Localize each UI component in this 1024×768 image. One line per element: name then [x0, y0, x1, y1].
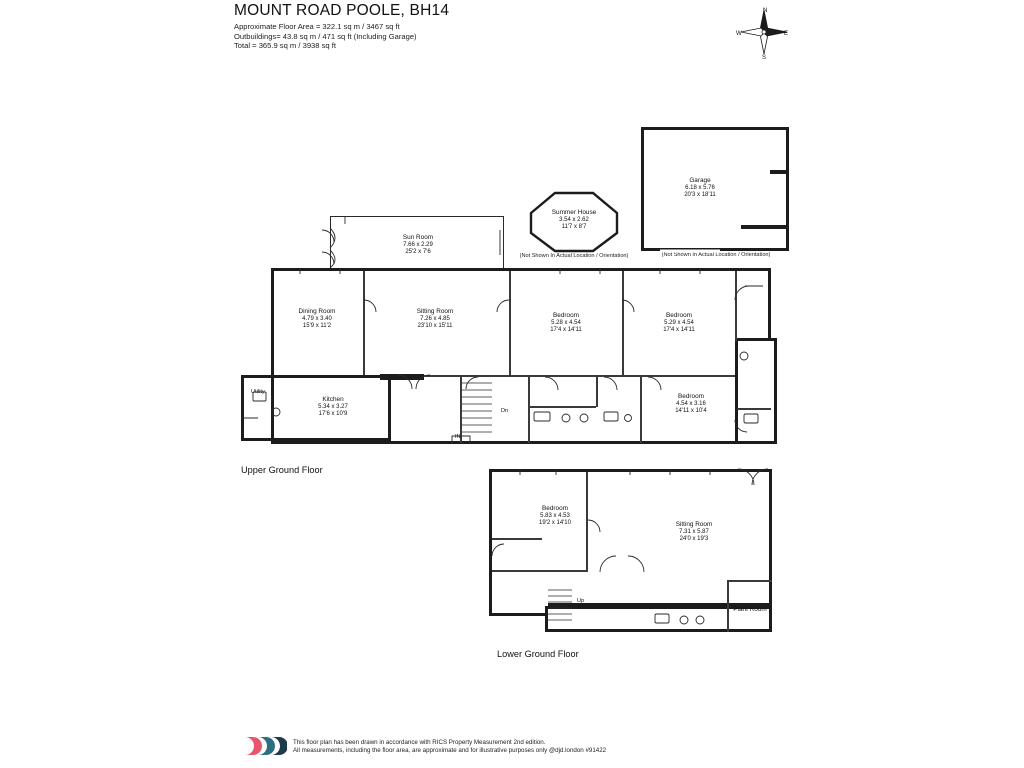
- wall-bedroom1-bedroom2: [622, 271, 624, 375]
- summer-house-imperial: 11'7 x 8'7: [561, 224, 587, 231]
- sun-room-imperial: 25'2 x 7'6: [405, 249, 431, 256]
- footer-line-1: This floor plan has been drawn in accordance with RICS Property Measurement 2nd edition.: [293, 739, 546, 746]
- room-label-kitchen: [285, 396, 381, 419]
- svg-text:S: S: [762, 55, 767, 60]
- sun-room-name: Sun Room: [402, 234, 434, 241]
- bedroom3-name: Bedroom: [678, 393, 704, 400]
- marker-up: Up: [577, 598, 585, 604]
- compass-rose: [733, 4, 795, 60]
- room-label-sun-room: [363, 234, 473, 257]
- brand-logo: [243, 735, 285, 757]
- room-label-sitting-room-lower: [640, 521, 748, 544]
- room-label-bedroom-3: [643, 393, 739, 416]
- wall-hall-vertical-1: [528, 377, 530, 443]
- wall-hall-vertical-3: [640, 377, 642, 443]
- utility-divider: [271, 375, 274, 441]
- sitting-room-name: Sitting Room: [416, 308, 454, 315]
- bedroom2-imperial: 17'4 x 14'11: [663, 327, 695, 334]
- svg-text:W: W: [736, 31, 742, 37]
- bedroom2-name: Bedroom: [666, 312, 692, 319]
- garage-wall-notch: [741, 225, 789, 229]
- upper-floor-caption: Upper Ground Floor: [241, 465, 323, 475]
- room-label-plant-room: [729, 606, 771, 614]
- garage-imperial: 20'3 x 18'11: [684, 192, 716, 199]
- sitting-room2-name: Sitting Room: [675, 521, 713, 528]
- wall-bedroom2-right: [735, 271, 737, 341]
- bedroom1-name: Bedroom: [553, 312, 579, 319]
- footer-disclaimer: [293, 739, 753, 756]
- sun-room-metric: 7.66 x 2.29: [403, 241, 433, 248]
- sitting-room-imperial: 23'10 x 15'11: [417, 323, 453, 330]
- wall-plant-room-top: [727, 580, 772, 582]
- room-label-garage: [645, 177, 755, 200]
- dining-room-name: Dining Room: [298, 308, 336, 315]
- wall-bath-divider: [530, 406, 596, 408]
- sitting-room-metric: 7.26 x 4.85: [420, 315, 450, 322]
- sitting-room2-metric: 7.31 x 5.87: [679, 528, 709, 535]
- kitchen-metric: 5.34 x 3.27: [318, 403, 348, 410]
- wall-sitting-top-break: [380, 374, 424, 380]
- marker-dn: Dn: [501, 408, 509, 414]
- dining-room-imperial: 15'9 x 11'2: [302, 323, 332, 330]
- svg-text:E: E: [784, 31, 789, 37]
- summer-house-note-text: (Not Shown In Actual Location / Orientation): [519, 253, 629, 259]
- area-line-1: Approximate Floor Area = 322.1 sq m / 3467 sq ft: [234, 22, 400, 31]
- lower-floor-caption: Lower Ground Floor: [497, 649, 579, 659]
- room-label-bedroom-4: [505, 505, 605, 528]
- room-label-bedroom-1: [512, 312, 620, 335]
- summer-house-name: Summer House: [551, 209, 597, 216]
- wall-lower-internal-left: [492, 538, 542, 540]
- wall-hall-vertical-2: [596, 377, 598, 407]
- room-label-dining-room: [272, 308, 362, 331]
- garage-location-note: [631, 252, 801, 259]
- garage-note-text: (Not Shown In Actual Location / Orientation): [661, 252, 771, 258]
- summer-house-metric: 3.54 x 2.62: [559, 216, 589, 223]
- garage-metric: 6.18 x 5.76: [685, 184, 715, 191]
- plant-room-name-line1: Plant Room: [733, 606, 767, 613]
- area-line-3: Total = 365.9 sq m / 3938 sq ft: [234, 41, 336, 51]
- footer-line-2: All measurements, including the floor area, are approximate and for illustrative purposes only @djd.london #91422: [293, 747, 607, 755]
- kitchen-top-wall: [274, 375, 391, 378]
- wall-hall-horizontal: [391, 375, 735, 377]
- room-label-utility: Utility: [251, 389, 265, 395]
- wall-sitting-bedroom1: [509, 271, 511, 375]
- summer-house-location-note: [519, 253, 629, 260]
- room-label-summer-house: [534, 209, 614, 232]
- bedroom4-metric: 5.83 x 4.53: [540, 512, 570, 519]
- garage-name: Garage: [689, 177, 711, 184]
- header-block: [234, 2, 714, 51]
- bedroom3-metric: 4.54 x 3.16: [676, 400, 706, 407]
- svg-text:N: N: [763, 8, 768, 14]
- bedroom2-metric: 5.29 x 4.54: [664, 319, 694, 326]
- wall-right-internal: [737, 408, 771, 410]
- wall-dining-sitting: [363, 271, 365, 375]
- bedroom4-imperial: 19'2 x 14'10: [539, 520, 571, 527]
- garage-wall-right-notch: [770, 170, 789, 174]
- room-label-bedroom-2: [625, 312, 733, 335]
- page-title: MOUNT ROAD POOLE, BH14: [234, 2, 450, 19]
- room-label-sitting-room: [375, 308, 495, 331]
- bedroom3-imperial: 14'11 x 10'4: [675, 408, 707, 415]
- kitchen-name: Kitchen: [322, 396, 344, 403]
- area-line-2: Outbuildings= 43.8 sq m / 471 sq ft (Including Garage): [234, 31, 417, 41]
- bedroom1-metric: 5.28 x 4.54: [551, 319, 581, 326]
- wall-lower-bed-bottom: [492, 570, 588, 572]
- upper-right-extension: [735, 338, 777, 444]
- kitchen-imperial: 17'6 x 10'9: [318, 411, 348, 418]
- dining-room-metric: 4.79 x 3.40: [302, 315, 332, 322]
- bedroom4-name: Bedroom: [542, 505, 568, 512]
- marker-in: IN: [455, 434, 461, 440]
- sitting-room2-imperial: 24'0 x 19'3: [679, 536, 709, 543]
- bedroom1-imperial: 17'4 x 14'11: [550, 327, 582, 334]
